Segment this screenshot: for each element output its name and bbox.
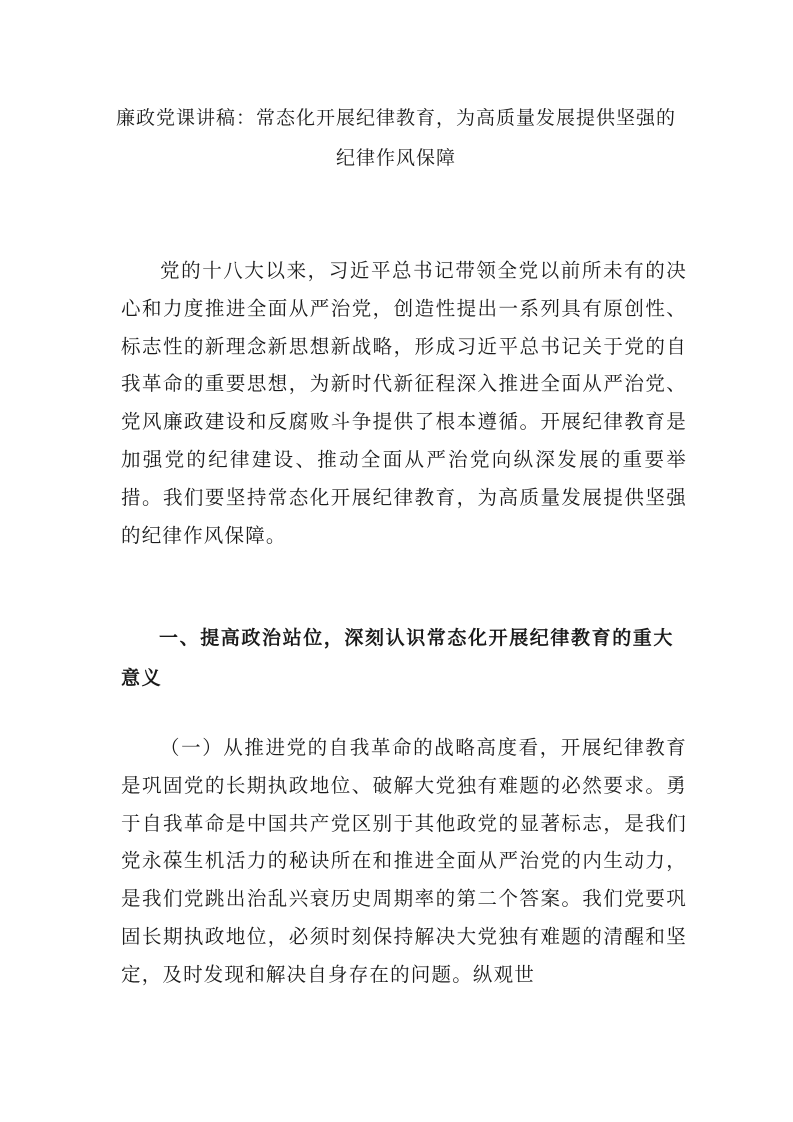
section-heading: 一、提高政治站位，深刻认识常态化开展纪律教育的重大意义 xyxy=(121,627,675,689)
subsection-paragraph: （一）从推进党的自我革命的战略高度看，开展纪律教育是巩固党的长期执政地位、破解大党独有难题的必然要求。勇于自我革命是中国共产党区别于其他政党的显著标志，是我们党永葆生机活力的秘诀所在和推进全面从严治党的内生动力，是我们党跳出治乱兴衰历史周期率的第二个答案。我们党要巩固长期执政地位，必须时刻保持解决大党独有难题的清醒和坚定，及时发现和解决自身存在的问题。纵观世 xyxy=(121,736,687,986)
intro-paragraph: 党的十八大以来，习近平总书记带领全党以前所未有的决心和力度推进全面从严治党，创造性提出一系列具有原创性、标志性的新理念新思想新战略，形成习近平总书记关于党的自我革命的重要思想，为新时代新征程深入推进全面从严治党、党风廉政建设和反腐败斗争提供了根本遵循。开展纪律教育是加强党的纪律建设、推动全面从严治党向纵深发展的重要举措。我们要坚持常态化开展纪律教育，为高质量发展提供坚强的纪律作风保障。 xyxy=(121,259,687,547)
document-title: 廉政党课讲稿：常态化开展纪律教育，为高质量发展提供坚强的纪律作风保障 xyxy=(115,107,676,169)
